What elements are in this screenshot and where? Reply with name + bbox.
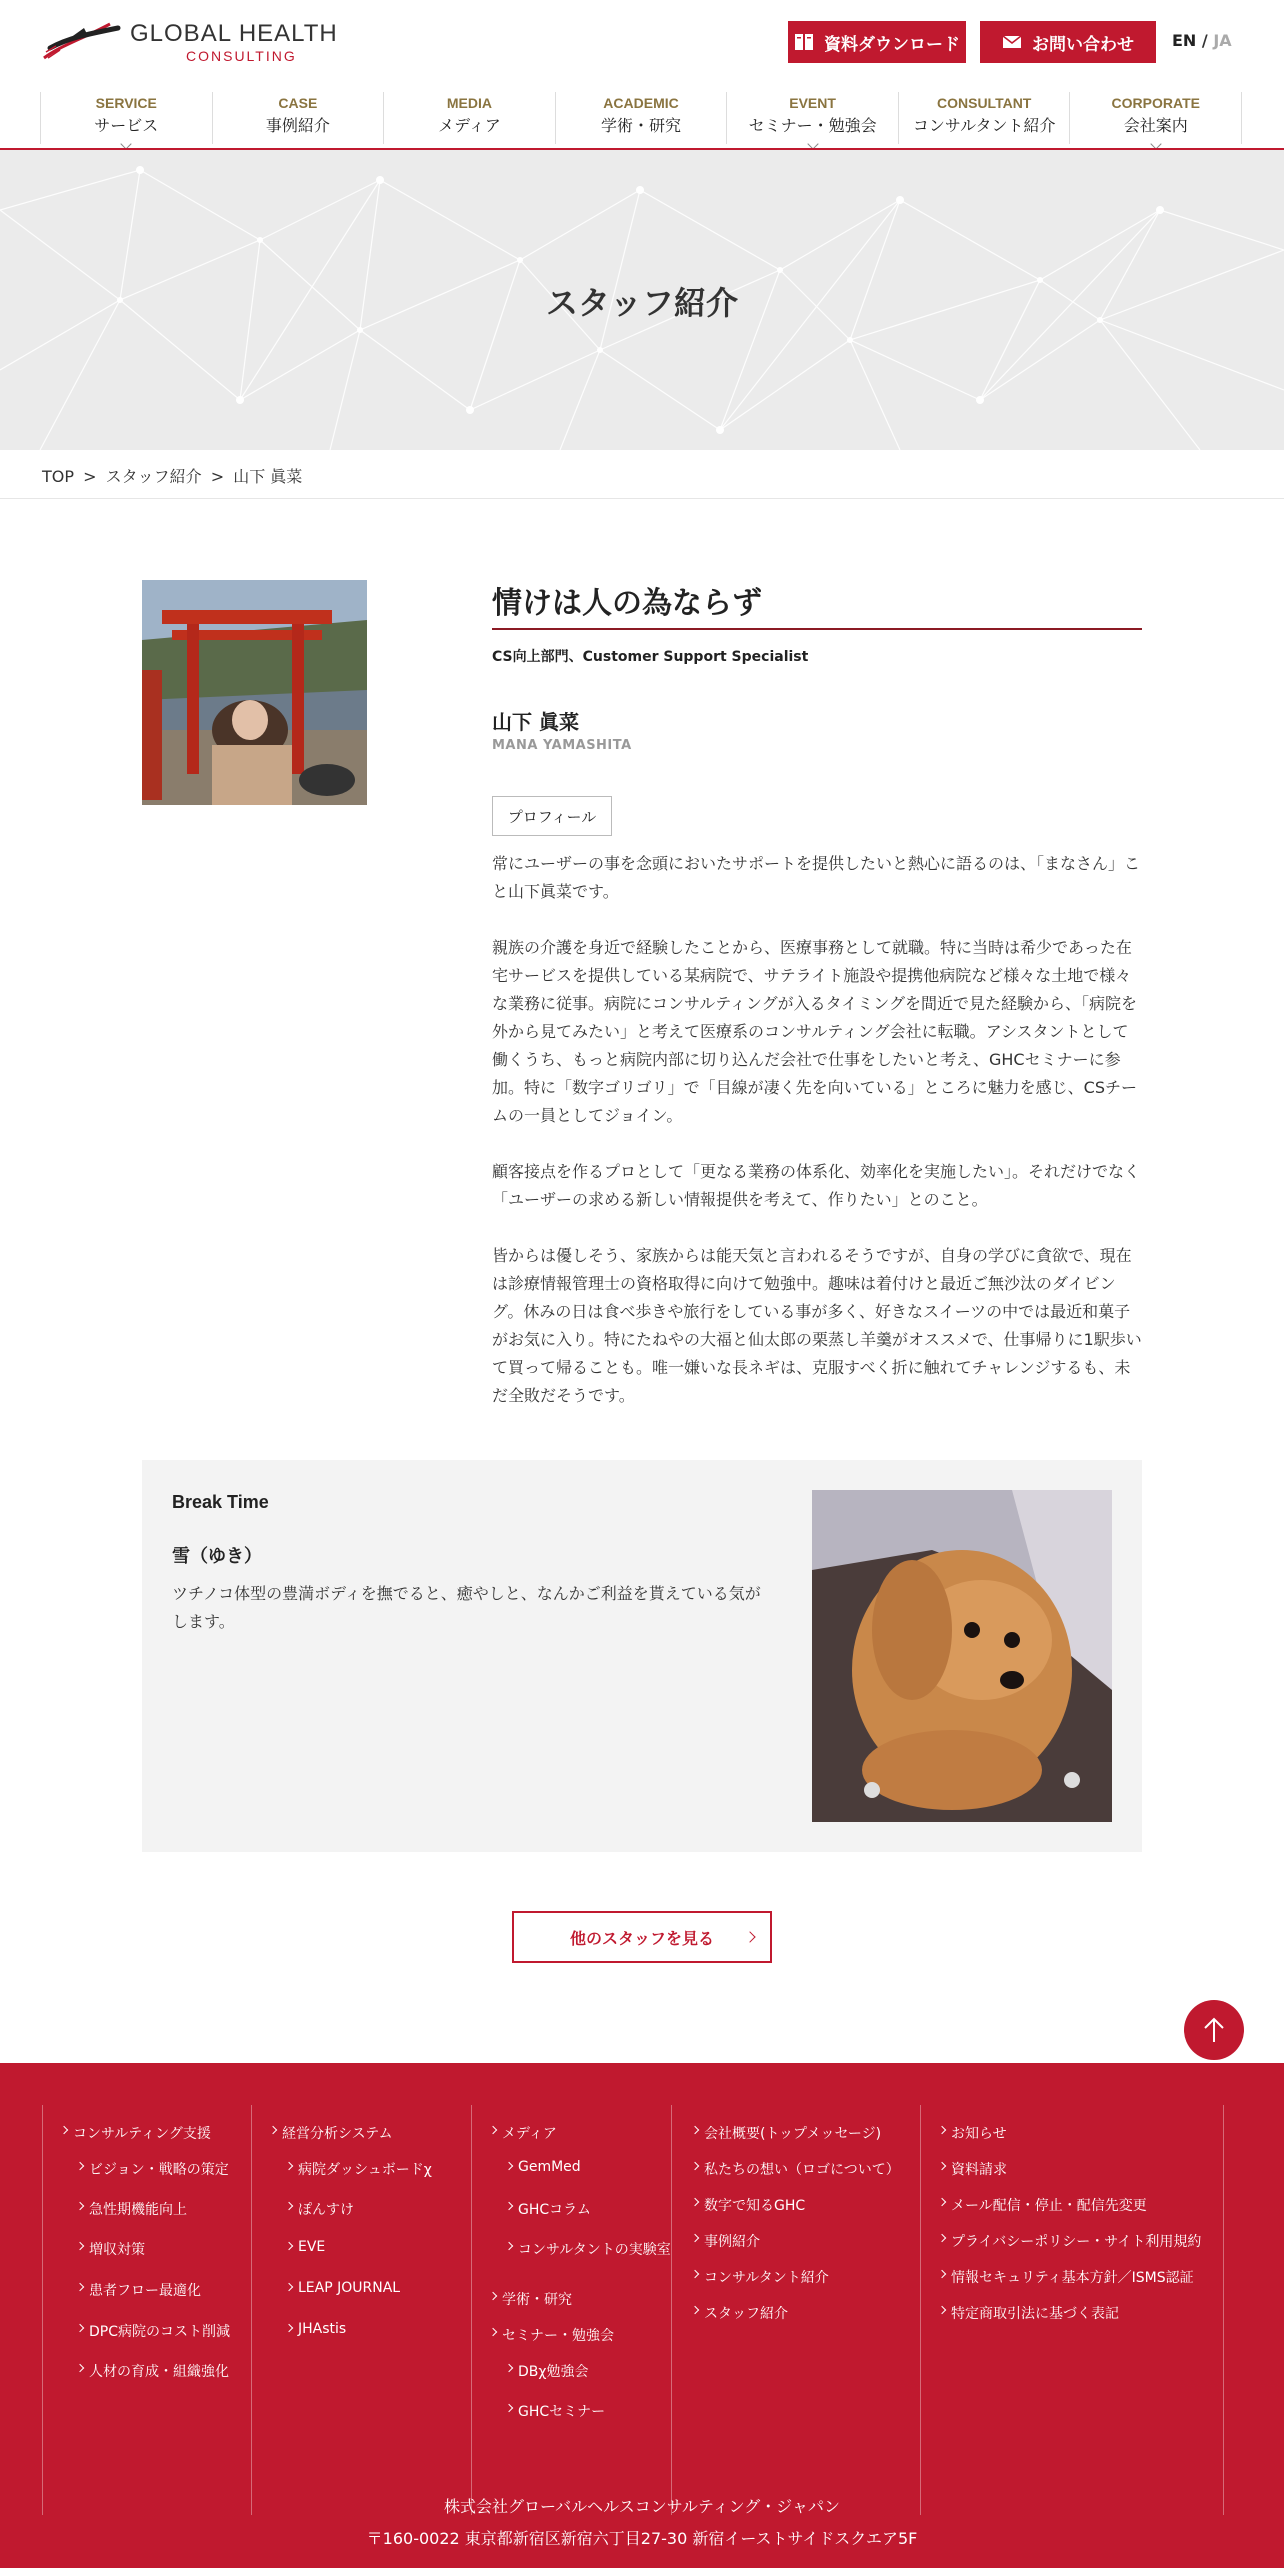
breadcrumb-current: 山下 眞菜 bbox=[233, 467, 303, 486]
footer-link[interactable]: GemMed bbox=[504, 2159, 581, 2175]
profile-paragraph: 常にユーザーの事を念頭においたサポートを提供したいと熱心に語るのは、「まなさん」こと山下眞菜です。 bbox=[492, 854, 1141, 901]
footer-link[interactable]: DBχ勉強会 bbox=[504, 2361, 588, 2381]
nav-en-label: MEDIA bbox=[446, 95, 492, 111]
footer-link[interactable]: 特定商取引法に基づく表記 bbox=[937, 2303, 1119, 2323]
breadcrumb-parent-link[interactable]: スタッフ紹介 bbox=[105, 467, 202, 486]
footer-link[interactable]: メディア bbox=[488, 2123, 557, 2143]
footer-link[interactable]: 会社概要(トップメッセージ) bbox=[690, 2123, 881, 2143]
breadcrumb-separator: > bbox=[83, 467, 97, 486]
footer-link[interactable]: DPC病院のコスト削減 bbox=[75, 2321, 230, 2341]
profile-paragraph: 顧客接点を作るプロとして「更なる業務の体系化、効率化を実施したい」。それだけでなく「ユーザーの求める新しい情報提供を考えて、作りたい」とのこと。 bbox=[492, 1162, 1141, 1209]
global-nav bbox=[40, 92, 1242, 144]
pet-photo bbox=[812, 1490, 1112, 1822]
footer-column bbox=[42, 2105, 251, 2515]
footer-link[interactable]: 急性期機能向上 bbox=[75, 2199, 187, 2219]
staff-department: CS向上部門、Customer Support Specialist bbox=[492, 649, 809, 665]
nav-ja-label: 学術・研究 bbox=[601, 116, 682, 135]
footer-link[interactable]: 数字で知るGHC bbox=[690, 2195, 805, 2215]
break-time-text: ツチノコ体型の豊満ボディを撫でると、癒やしと、なんかご利益を貰えている気がします。 bbox=[172, 1584, 761, 1631]
nav-ja-label: セミナー・勉強会 bbox=[748, 116, 877, 135]
profile-body bbox=[492, 850, 1142, 1438]
footer-link[interactable]: JHAstis bbox=[284, 2321, 346, 2337]
logo-text-sub: CONSULTING bbox=[186, 48, 297, 64]
footer-link[interactable]: お知らせ bbox=[937, 2123, 1007, 2143]
nav-en-label: SERVICE bbox=[95, 95, 157, 111]
nav-ja-label: コンサルタント紹介 bbox=[912, 116, 1056, 135]
breadcrumb-top-link[interactable]: TOP bbox=[42, 467, 75, 486]
nav-ja-label: サービス bbox=[94, 116, 159, 135]
nav-item-service[interactable] bbox=[40, 92, 212, 144]
break-time-subtitle: 雪（ゆき） bbox=[172, 1546, 262, 1567]
page-top-button[interactable] bbox=[1184, 2000, 1244, 2060]
footer-link[interactable]: プライバシーポリシー・サイト利用規約 bbox=[937, 2231, 1201, 2251]
nav-ja-label: メディア bbox=[438, 116, 501, 135]
staff-catchphrase: 情けは人の為ならず bbox=[492, 586, 762, 621]
profile-tag: プロフィール bbox=[492, 796, 612, 836]
nav-item-media[interactable] bbox=[383, 92, 555, 144]
footer-link[interactable]: EVE bbox=[284, 2239, 325, 2255]
footer-link[interactable]: 病院ダッシュボードχ bbox=[284, 2159, 432, 2179]
logo-text-main: GLOBAL HEALTH bbox=[130, 20, 338, 47]
contact-button[interactable] bbox=[980, 21, 1156, 63]
footer-link[interactable]: ビジョン・戦略の策定 bbox=[75, 2159, 229, 2179]
footer-column bbox=[251, 2105, 471, 2515]
nav-en-label: CONSULTANT bbox=[937, 95, 1032, 111]
logo-mark-icon bbox=[40, 18, 130, 64]
view-other-staff-button[interactable] bbox=[512, 1911, 772, 1963]
view-other-staff-label: 他のスタッフを見る bbox=[569, 1928, 714, 1948]
profile-paragraph: 親族の介護を身近で経験したことから、医療事務として就職。特に当時は希少であった在宅サービスを提供している某病院で、サテライト施設や提携他病院など様々な土地で様々な業務に従事。病院にコンサルティングが入るタイミングを間近で見た経験から、「病院を外から見てみたい」と考えて医療系のコンサルティング会社に転職。アシスタントとして働くうち、もっと病院内部に切り込んだ会社で仕事をしたいと考え、GHCセミナーに参加。特に「数字ゴリゴリ」で「目線が凄く先を向いている」ところに魅力を感じ、CSチームの一員としてジョイン。 bbox=[492, 938, 1138, 1125]
footer-link[interactable]: 患者フロー最適化 bbox=[75, 2280, 201, 2300]
footer-link[interactable]: 情報セキュリティ基本方針／ISMS認証 bbox=[937, 2267, 1194, 2287]
nav-item-case[interactable] bbox=[212, 92, 384, 144]
footer-address: 〒160-0022 東京都新宿区新宿六丁目27-30 新宿イーストサイドスクエア5F bbox=[366, 2529, 918, 2548]
book-icon bbox=[794, 33, 814, 51]
footer-column bbox=[920, 2105, 1224, 2515]
lang-ja-link[interactable]: JA bbox=[1213, 31, 1232, 50]
footer-link[interactable]: 人材の育成・組織強化 bbox=[75, 2361, 229, 2381]
break-time-title: Break Time bbox=[172, 1492, 269, 1512]
footer-link[interactable]: LEAP JOURNAL bbox=[284, 2280, 400, 2296]
mail-icon bbox=[1002, 33, 1022, 51]
nav-ja-label: 会社案内 bbox=[1123, 116, 1188, 135]
staff-name-en: MANA YAMASHITA bbox=[492, 738, 632, 753]
nav-item-academic[interactable] bbox=[555, 92, 727, 144]
footer-link[interactable]: GHCセミナー bbox=[504, 2401, 605, 2421]
nav-en-label: ACADEMIC bbox=[603, 95, 679, 111]
footer-link[interactable]: ぽんすけ bbox=[284, 2199, 354, 2219]
nav-item-consultant[interactable] bbox=[898, 92, 1070, 144]
footer-link[interactable]: 増収対策 bbox=[75, 2239, 145, 2259]
nav-en-label: EVENT bbox=[789, 95, 836, 111]
footer-link[interactable]: コンサルタントの実験室 bbox=[504, 2239, 671, 2259]
footer-link[interactable]: コンサルタント紹介 bbox=[690, 2267, 829, 2287]
footer-link[interactable]: コンサルティング支援 bbox=[59, 2123, 211, 2143]
footer-link[interactable]: メール配信・停止・配信先変更 bbox=[937, 2195, 1147, 2215]
nav-item-corporate[interactable] bbox=[1069, 92, 1242, 144]
nav-ja-label: 事例紹介 bbox=[265, 116, 330, 135]
catchphrase-underline bbox=[492, 628, 1142, 630]
footer-link[interactable]: スタッフ紹介 bbox=[690, 2303, 788, 2323]
breadcrumb-divider bbox=[0, 498, 1284, 499]
contact-label: お問い合わせ bbox=[1032, 34, 1134, 55]
language-switcher bbox=[1172, 31, 1232, 50]
breadcrumb-separator: > bbox=[210, 467, 225, 486]
footer-link[interactable]: GHCコラム bbox=[504, 2199, 591, 2219]
chevron-right-icon bbox=[744, 1931, 755, 1942]
page-title: スタッフ紹介 bbox=[545, 284, 738, 322]
footer-link[interactable]: 資料請求 bbox=[937, 2159, 1007, 2179]
nav-en-label: CORPORATE bbox=[1111, 95, 1200, 111]
site-logo[interactable] bbox=[40, 18, 338, 64]
arrow-up-icon bbox=[1202, 2016, 1226, 2044]
footer-link[interactable]: 学術・研究 bbox=[488, 2289, 572, 2309]
breadcrumb bbox=[42, 464, 302, 487]
site-footer bbox=[0, 2063, 1284, 2568]
footer-link[interactable]: セミナー・勉強会 bbox=[488, 2325, 614, 2345]
footer-link[interactable]: 事例紹介 bbox=[690, 2231, 760, 2251]
footer-column bbox=[671, 2105, 920, 2515]
footer-company-name: 株式会社グローバルヘルスコンサルティング・ジャパン bbox=[443, 2497, 840, 2516]
break-time-box bbox=[142, 1460, 1142, 1852]
lang-separator: / bbox=[1196, 31, 1214, 50]
footer-link[interactable]: 私たちの想い（ロゴについて） bbox=[690, 2159, 900, 2179]
staff-photo bbox=[142, 580, 367, 805]
site-header bbox=[0, 0, 1284, 150]
staff-name-ja: 山下 眞菜 bbox=[492, 710, 579, 734]
download-label: 資料ダウンロード bbox=[824, 34, 960, 55]
footer-link[interactable]: 経営分析システム bbox=[268, 2123, 393, 2143]
download-button[interactable] bbox=[788, 21, 966, 63]
nav-item-event[interactable] bbox=[726, 92, 898, 144]
footer-column bbox=[471, 2105, 671, 2515]
lang-en-link[interactable]: EN bbox=[1172, 31, 1197, 50]
page-hero bbox=[0, 150, 1284, 450]
profile-paragraph: 皆からは優しそう、家族からは能天気と言われるそうですが、自身の学びに貪欲で、現在は診療情報管理士の資格取得に向けて勉強中。趣味は着付けと最近ご無沙汰のダイビング。休みの日は食べ歩きや旅行をしている事が多く、好きなスイーツの中では最近和菓子がお気に入り。特にたねやの大福と仙太郎の栗蒸し羊羹がオススメで、仕事帰りに1駅歩いて買って帰ることも。唯一嫌いな長ネギは、克服すべく折に触れてチャレンジするも、未だ全敗だそうです。 bbox=[492, 1246, 1142, 1405]
nav-en-label: CASE bbox=[278, 95, 318, 111]
